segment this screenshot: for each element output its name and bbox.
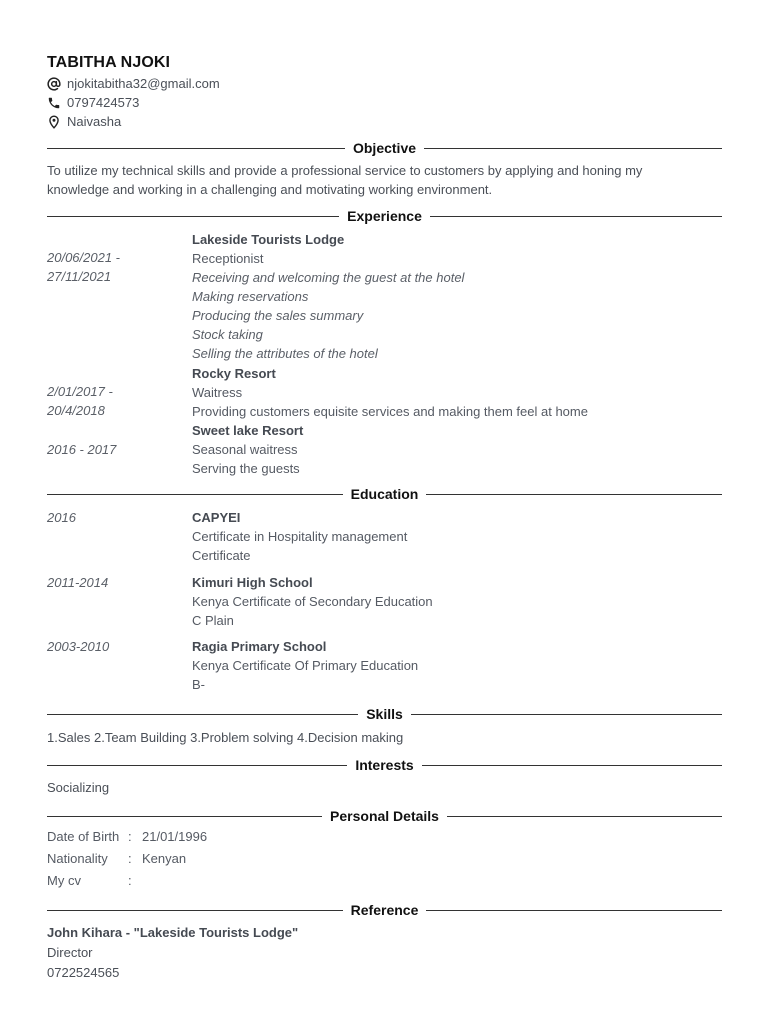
interests-heading: Interests [47, 756, 722, 774]
job-role: Receptionist [192, 251, 264, 266]
phone-text: 0797424573 [67, 95, 140, 110]
location-text: Naivasha [67, 114, 122, 129]
job-role: Waitress [192, 385, 243, 400]
grade: B- [192, 677, 205, 692]
job-duty: Selling the attributes of the hotel [192, 346, 378, 361]
reference-block [47, 923, 722, 983]
education-heading: Education [47, 485, 722, 503]
candidate-name: TABITHA NJOKI [47, 54, 171, 71]
job-employer: Sweet lake Resort [192, 423, 304, 438]
job-duty: Producing the sales summary [192, 308, 364, 323]
at-sign-icon [47, 77, 61, 91]
education-date: 2011-2014 [47, 575, 109, 590]
qualification: Kenya Certificate Of Primary Education [192, 658, 419, 673]
objective-heading: Objective [47, 139, 722, 157]
job-duty: Making reservations [192, 289, 309, 304]
map-pin-icon [47, 115, 61, 129]
qualification: Kenya Certificate of Secondary Education [192, 594, 433, 609]
education-date: 2003-2010 [47, 639, 110, 654]
personal-details-heading: Personal Details [47, 807, 722, 825]
contact-email [47, 76, 220, 91]
school-name: CAPYEI [192, 510, 241, 525]
skills-text: 1.Sales 2.Team Building 3.Problem solving 4.Decision making [47, 730, 404, 745]
job-date: 2016 - 2017 [47, 442, 117, 457]
school-name: Ragia Primary School [192, 639, 327, 654]
contact-phone [47, 95, 139, 110]
job-duty: Serving the guests [192, 461, 300, 476]
job-duty: Receiving and welcoming the guest at the hotel [192, 270, 465, 285]
grade: C Plain [192, 613, 234, 628]
objective-text: To utilize my technical skills and provide a professional service to customers by applying and honing my knowledge and working in a challenging and motivating working environment. [47, 163, 643, 197]
grade: Certificate [192, 548, 251, 563]
reference-name: John Kihara - "Lakeside Tourists Lodge" [47, 925, 299, 940]
experience-heading: Experience [47, 207, 722, 225]
job-duty: Stock taking [192, 327, 263, 342]
job-duty: Providing customers equisite services and making them feel at home [192, 404, 588, 419]
job-role: Seasonal waitress [192, 442, 298, 457]
email-text: njokitabitha32@gmail.com [67, 76, 220, 91]
interests-text: Socializing [47, 780, 110, 795]
reference-phone: 0722524565 [47, 965, 120, 980]
skills-heading: Skills [47, 705, 722, 723]
education-date: 2016 [47, 510, 76, 525]
job-date: 2/01/2017 - 20/4/2018 [47, 384, 113, 418]
reference-position: Director [47, 945, 93, 960]
job-date: 20/06/2021 - 27/11/2021 [47, 250, 121, 284]
contact-location [47, 114, 121, 129]
phone-icon [47, 96, 61, 110]
job-employer: Lakeside Tourists Lodge [192, 232, 345, 247]
job-employer: Rocky Resort [192, 366, 276, 381]
qualification: Certificate in Hospitality management [192, 529, 408, 544]
reference-heading: Reference [47, 901, 722, 919]
school-name: Kimuri High School [192, 575, 313, 590]
